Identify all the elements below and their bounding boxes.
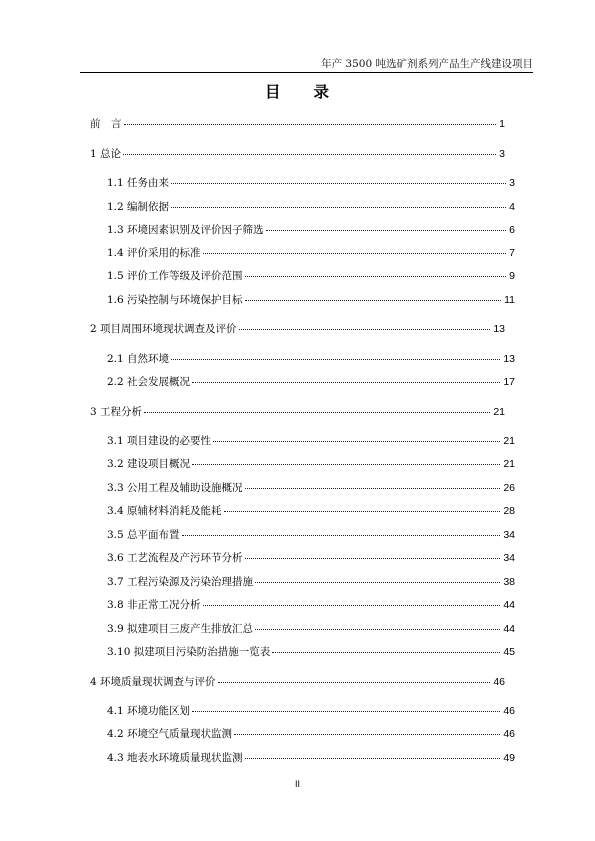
- toc-entry-page-number: 11: [504, 294, 515, 306]
- toc-entry-label: 3.1 项目建设的必要性: [107, 435, 212, 447]
- header-text: 年产 3500 吨选矿剂系列产品生产线建设项目: [321, 58, 533, 70]
- toc-dot-leader: [245, 748, 501, 759]
- toc-entry-page-number: 7: [509, 247, 515, 259]
- toc-chapter-entry[interactable]: [90, 116, 505, 131]
- toc-entry-label: 1.4 评价采用的标准: [107, 247, 201, 259]
- toc-entry-page-number: 21: [493, 406, 505, 418]
- toc-dot-leader: [171, 349, 500, 360]
- toc-entry-label: 1.2 编制依据: [107, 201, 170, 213]
- toc-section-entry[interactable]: [107, 703, 515, 718]
- toc-dot-leader: [239, 319, 491, 330]
- toc-dot-leader: [192, 454, 500, 465]
- toc-entry-page-number: 4: [509, 201, 515, 213]
- toc-entry-label: 3.10 拟建项目污染防治措施一览表: [107, 646, 271, 658]
- toc-section-entry[interactable]: [107, 199, 515, 214]
- toc-entry-label: 2.2 社会发展概况: [107, 376, 191, 388]
- toc-entry-label: 1.1 任务由来: [107, 177, 170, 189]
- toc-chapter-entry[interactable]: [90, 321, 505, 336]
- toc-section-entry[interactable]: [107, 527, 515, 542]
- toc-section-entry[interactable]: [107, 433, 515, 448]
- toc-dot-leader: [182, 525, 501, 536]
- toc-dot-leader: [171, 197, 506, 208]
- toc-chapter-entry[interactable]: [90, 404, 505, 419]
- toc-dot-leader: [213, 431, 500, 442]
- footer-page-number: II: [294, 779, 300, 789]
- toc-dot-leader: [218, 672, 491, 683]
- toc-section-entry[interactable]: [107, 480, 515, 495]
- toc-dot-leader: [245, 266, 507, 277]
- toc-entry-label: 1.6 污染控制与环境保护目标: [107, 294, 243, 306]
- toc-entry-label: 1.5 评价工作等级及评价范围: [107, 270, 243, 282]
- toc-entry-page-number: 6: [509, 224, 515, 236]
- toc-dot-leader: [203, 595, 501, 606]
- toc-entry-label: 2.1 自然环境: [107, 353, 170, 365]
- toc-entry-page-number: 26: [503, 482, 515, 494]
- toc-entry-label: 3.4 原辅材料消耗及能耗: [107, 505, 222, 517]
- toc-dot-leader: [224, 501, 501, 512]
- toc-entry-page-number: 21: [503, 458, 515, 470]
- toc-section-entry[interactable]: [107, 374, 515, 389]
- toc-dot-leader: [124, 114, 497, 125]
- toc-entry-page-number: 45: [503, 646, 515, 658]
- toc-section-entry[interactable]: [107, 456, 515, 471]
- toc-dot-leader: [272, 642, 500, 653]
- toc-section-entry[interactable]: [107, 292, 515, 307]
- toc-dot-leader: [192, 701, 500, 712]
- toc-entry-label: 3.6 工艺流程及产污环节分析: [107, 552, 243, 564]
- toc-entry-page-number: 21: [503, 435, 515, 447]
- toc-entry-page-number: 34: [503, 529, 515, 541]
- toc-entry-page-number: 34: [503, 552, 515, 564]
- toc-entry-label: 前 言: [90, 118, 122, 130]
- toc-entry-page-number: 3: [499, 148, 505, 160]
- toc-entry-page-number: 46: [493, 676, 505, 688]
- toc-entry-label: 3.8 非正常工况分析: [107, 599, 201, 611]
- toc-section-entry[interactable]: [107, 503, 515, 518]
- toc-entry-page-number: 28: [503, 505, 515, 517]
- toc-dot-leader: [245, 290, 502, 301]
- toc-entry-label: 3.2 建设项目概况: [107, 458, 191, 470]
- toc-entry-label: 3.3 公用工程及辅助设施概况: [107, 482, 243, 494]
- toc-section-entry[interactable]: [107, 644, 515, 659]
- toc-entry-page-number: 44: [503, 599, 515, 611]
- toc-entry-page-number: 44: [503, 623, 515, 635]
- toc-entry-label: 3.7 工程污染源及污染治理措施: [107, 576, 254, 588]
- toc-section-entry[interactable]: [107, 175, 515, 190]
- toc-entry-label: 4 环境质量现状调查与评价: [90, 676, 216, 688]
- toc-entry-page-number: 46: [503, 705, 515, 717]
- toc-entry-label: 4.3 地表水环境质量现状监测: [107, 752, 243, 764]
- toc-entry-label: 3.5 总平面布置: [107, 529, 180, 541]
- toc-dot-leader: [192, 372, 500, 383]
- toc-entry-label: 1 总论: [90, 148, 122, 160]
- toc-section-entry[interactable]: [107, 597, 515, 612]
- toc-section-entry[interactable]: [107, 726, 515, 741]
- toc-dot-leader: [245, 478, 501, 489]
- toc-entry-label: 4.1 环境功能区划: [107, 705, 191, 717]
- toc-dot-leader: [245, 548, 501, 559]
- toc-dot-leader: [266, 220, 507, 231]
- toc-entry-page-number: 1: [499, 118, 505, 130]
- toc-section-entry[interactable]: [107, 268, 515, 283]
- toc-dot-leader: [255, 572, 500, 583]
- toc-section-entry[interactable]: [107, 750, 515, 765]
- toc-section-entry[interactable]: [107, 621, 515, 636]
- toc-entry-page-number: 49: [503, 752, 515, 764]
- toc-entry-label: 3 工程分析: [90, 406, 143, 418]
- toc-dot-leader: [234, 724, 500, 735]
- toc-section-entry[interactable]: [107, 222, 515, 237]
- toc-section-entry[interactable]: [107, 574, 515, 589]
- toc-chapter-entry[interactable]: [90, 674, 505, 689]
- toc-entry-page-number: 9: [509, 270, 515, 282]
- toc-entry-label: 3.9 拟建项目三废产生排放汇总: [107, 623, 254, 635]
- toc-entry-label: 2 项目周围环境现状调查及评价: [90, 323, 237, 335]
- title-left-char: 目: [264, 83, 282, 101]
- toc-entry-page-number: 3: [509, 177, 515, 189]
- toc-entry-page-number: 38: [503, 576, 515, 588]
- toc-dot-leader: [255, 619, 500, 630]
- toc-chapter-entry[interactable]: [90, 146, 505, 161]
- toc-dot-leader: [203, 243, 507, 254]
- toc-dot-leader: [123, 144, 496, 155]
- title-right-char: 录: [313, 83, 331, 101]
- toc-entry-page-number: 13: [493, 323, 505, 335]
- toc-entry-page-number: 17: [503, 376, 515, 388]
- toc-section-entry[interactable]: [107, 351, 515, 366]
- toc-entry-page-number: 46: [503, 728, 515, 740]
- toc-entry-label: 1.3 环境因素识别及评价因子筛选: [107, 224, 264, 236]
- toc-dot-leader: [144, 402, 490, 413]
- toc-dot-leader: [171, 173, 506, 184]
- toc-section-entry[interactable]: [107, 550, 515, 565]
- toc-section-entry[interactable]: [107, 245, 515, 260]
- toc-entry-page-number: 13: [503, 353, 515, 365]
- toc-entry-label: 4.2 环境空气质量现状监测: [107, 728, 233, 740]
